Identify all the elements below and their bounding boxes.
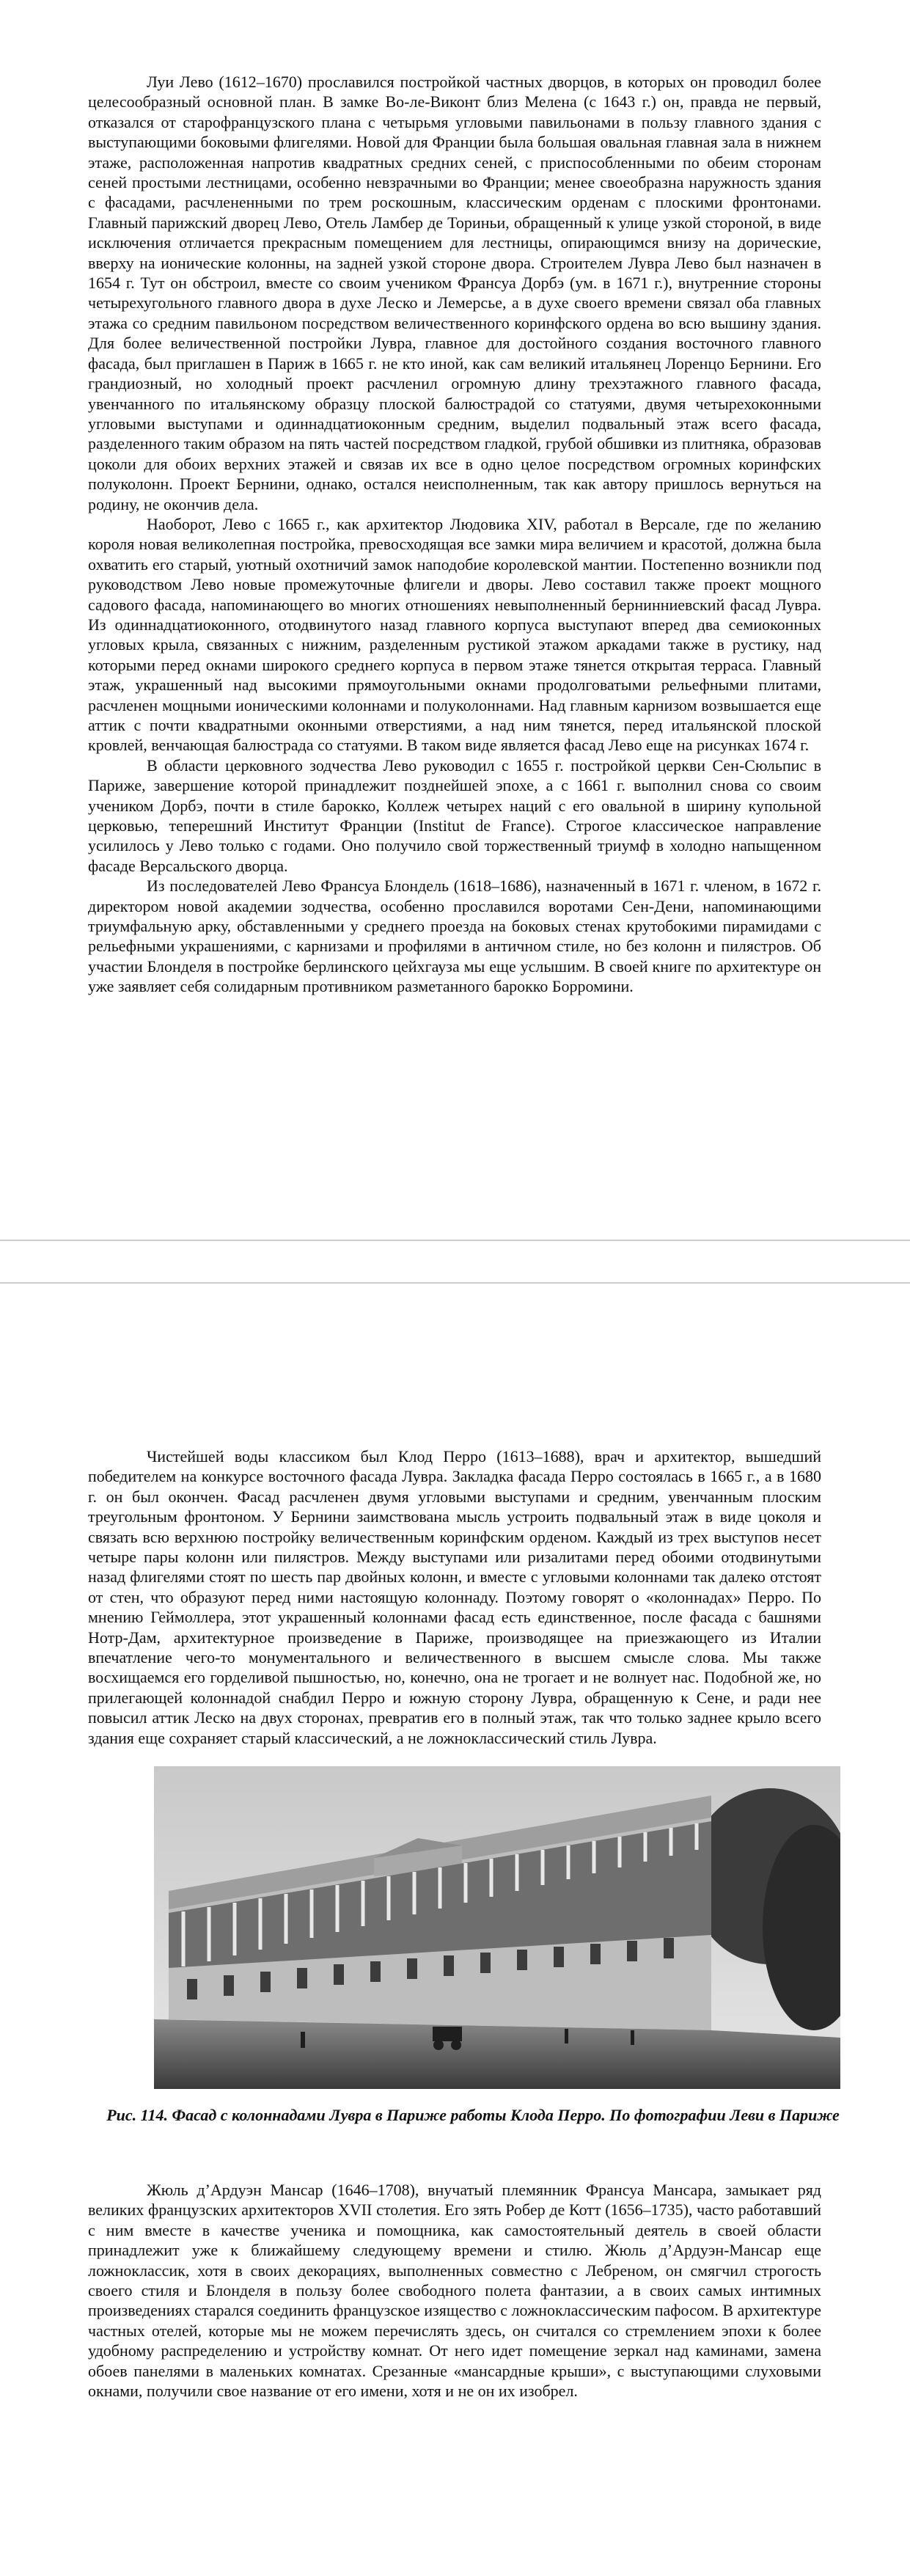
paragraph-blondel: Из последователей Лево Франсуа Блондель (1618–1686), назначенный в 1671 г. членом, в 1672 г. директором новой академии зодчества, особенно прославился воротами Сен-Дени, напоминающими триумфальную арку, обставленными у среднего проезда на боковых стенах крутобокими пирамидами с рельефными украшениями, с карнизами и профилями в античном стиле, но без колонн и пилястров. Об участии Блонделя в постройке берлинского цейхгауза мы еще услышим. В своей книге по архитектуре он уже заявляет себя солидарным противником разметанного барокко Борромини. [88,877,821,996]
paragraph-perrault: Чистейшей воды классиком был Клод Перро (1613–1688), врач и архитектор, вышедший победителем на конкурсе восточного фасада Лувра. Закладка фасада Перро состоялась в 1665 г., а в 1680 г. он был окончен. Фасад расчленен двумя угловыми выступами и средним, увенчанным плоским треугольным фронтоном. У Бернини заимствована мысль устроить подвальный этаж в виде цоколя и связать всю верхнюю постройку величественным коринфским орденом. Каждый из трех выступов несет четыре пары колонн или пилястров. Между выступами или ризалитами перед обоими отодвинутыми назад флигелями стоят по шесть пар двойных колонн, и вместе с угловыми колоннами так далеко отстоят от стен, что образуют перед ними настоящую колоннаду. Поэтому говорят о «колоннадах» Перро. По мнению Геймоллера, этот украшенный колоннами фасад есть единственное, после фасада с башнями Нотр-Дам, архитектурное произведение в Париже, производящее на приезжающего из Италии впечатление чего-то монументального и величественного в высшем смысле слова. Мы также восхищаемся его горделивой пышностью, но, конечно, она не трогает и не волнует нас. Подобной же, но прилегающей колоннадой снабдил Перро и южную сторону Лувра, обращенную к Сене, и ради нее повысил аттик Леско на двух сторонах, превратив его в полный этаж, так что только заднее крыло всего здания еще сохраняет старый классический, а не ложноклассический стиль Лувра. [88,1447,821,1747]
paragraph-levau-versailles: Наоборот, Лево с 1665 г., как архитектор Людовика XIV, работал в Версале, где по желанию короля новая великолепная постройка, превосходящая все замки мира величием и красотой, должна была охватить его старый, уютный охотничий замок наподобие королевской мантии. Постепенно возникли под руководством Лево новые промежуточные флигели и дворы. Лево составил также проект мощного садового фасада, напоминающего во многих отношениях невыполненный бернинниевский фасад Лувра. Из одиннадцатиоконного, отодвинутого назад главного корпуса выступают вперед два семиоконных угловых крыла, связанных с нижним, разделенным рустикой этажом аркадами также в рустику, над которыми перед окнами широкого среднего корпуса в первом этаже тянется открытая терраса. Главный этаж, украшенный над высокими прямоугольными окнами продолговатыми рельефными плитами, расчленен мощными ионическими колоннами и полуколоннами. Над главным карнизом возвышается еще аттик с почти квадратными оконными отверстиями, а над ним тянется, перед итальянской плоской кровлей, венчающая балюстрада со статуями. В таком виде является фасад Лево еще на рисунках 1674 г. [88,514,821,755]
page-2-text-bottom [88,2180,821,2401]
document-page-1 [0,0,910,1240]
paragraph-levau-churches: В области церковного зодчества Лево руководил с 1655 г. постройкой церкви Сен-Сюльпис в Париже, завершение которой принадлежит позднейшей эпохе, а с 1661 г. выполнил снова со своим учеником Дорбэ, почти в стиле барокко, Коллеж четырех наций с его овальной в ширину купольной церковью, теперешний Институт Франции (Institut de France). Строгое классическое направление усилилось у Лево только с годами. Оно получило свой торжественный триумф в холодно напыщенном фасаде Версальского дворца. [88,755,821,875]
louvre-colonnade-photo [154,1766,840,2089]
page-separator [0,1240,910,1284]
paragraph-hardouin-mansart: Жюль д’Ардуэн Мансар (1646–1708), внучатый племянник Франсуа Мансара, замыкает ряд великих французских архитекторов XVII столетия. Его зять Робер де Котт (1656–1735), часто работавший с ним вместе в качестве ученика и помощника, как самостоятельный деятель в своей области принадлежит уже к ближайшему следующему времени и стилю. Жюль д’Ардуэн-Мансар еще ложноклассик, хотя в своих декорациях, выполненных совместно с Лебреном, он смягчил строгость своего стиля и Блонделя в пользу более свободного полета фантазии, а в своих самых интимных произведениях старался соединить французское изящество с ложноклассическим пафосом. В архитектуре частных отелей, которые мы не можем перечислять здесь, он считался со стремлением эпохи к более удобному распределению и устройству комнат. От него идет помещение зеркал над каминами, замена обоев панелями в маленьких комнатах. Срезанные «мансардные крыши», с выступающими слуховыми окнами, получили свое название от его имени, хотя и не он их изобрел. [88,2181,821,2401]
page-1-text [88,72,821,997]
figure-caption: Рис. 114. Фасад с колоннадами Лувра в Париже работы Клода Перро. По фотографии Леви в Париже [106,2106,840,2124]
page-2-text-top [88,1446,821,1748]
paragraph-levau-intro: Луи Лево (1612–1670) прославился постройкой частных дворцов, в которых он проводил более целесообразный основной план. В замке Во-ле-Виконт близ Мелена (с 1643 г.) он, правда не первый, отказался от старофранцузского плана с четырьмя угловыми павильонами в пользу главного здания с выступающими боковыми флигелями. Новой для Франции была большая овальная главная зала в нижнем этаже, расположенная напротив квадратных средних сеней, с приспособленными по обеим сторонам сеней простыми лестницами, особенно невзрачными во Франции; менее своеобразна наружность здания с фасадами, расчлененными по трем роскошным, классическим орденам с плоскими фронтонами. Главный парижский дворец Лево, Отель Ламбер де Ториньи, обращенный к улице узкой стороной, в виде исключения отличается прекрасным помещением для лестницы, опирающимся внизу на дорические, вверху на ионические колонны, на задней узкой стороне двора. Строителем Лувра Лево был назначен в 1654 г. Тут он обстроил, вместе со своим учеником Франсуа Дорбэ (ум. в 1671 г.), внутренние стороны четырехугольного главного двора в духе Леско и Лемерсье, а в духе своего времени связал оба главных этажа со средним павильоном посредством величественного коринфского ордена во всю вышину здания. Для более величественной постройки Лувра, главное для достойного создания восточного главного фасада, был приглашен в Париж в 1665 г. не кто иной, как сам великий итальянец Лоренцо Бернини. Его грандиозный, но холодный проект расчленил огромную длину трехэтажного главного фасада, увенчанного по итальянскому образцу плоской балюстрадой со статуями, двумя четырехоконными угловыми выступами и одиннадцатиоконным средним, выделил подвальный этаж всего фасада, разделенного таким образом на пять частей посредством гладкой, грубой обшивки из плитняка, образовав цоколи для обоих верхних этажей и связав их все в одно целое посредством огромных коринфских полуколонн. Проект Бернини, однако, остался неисполненным, так как автору пришлось вернуться на родину, не окончив дела. [88,73,821,513]
